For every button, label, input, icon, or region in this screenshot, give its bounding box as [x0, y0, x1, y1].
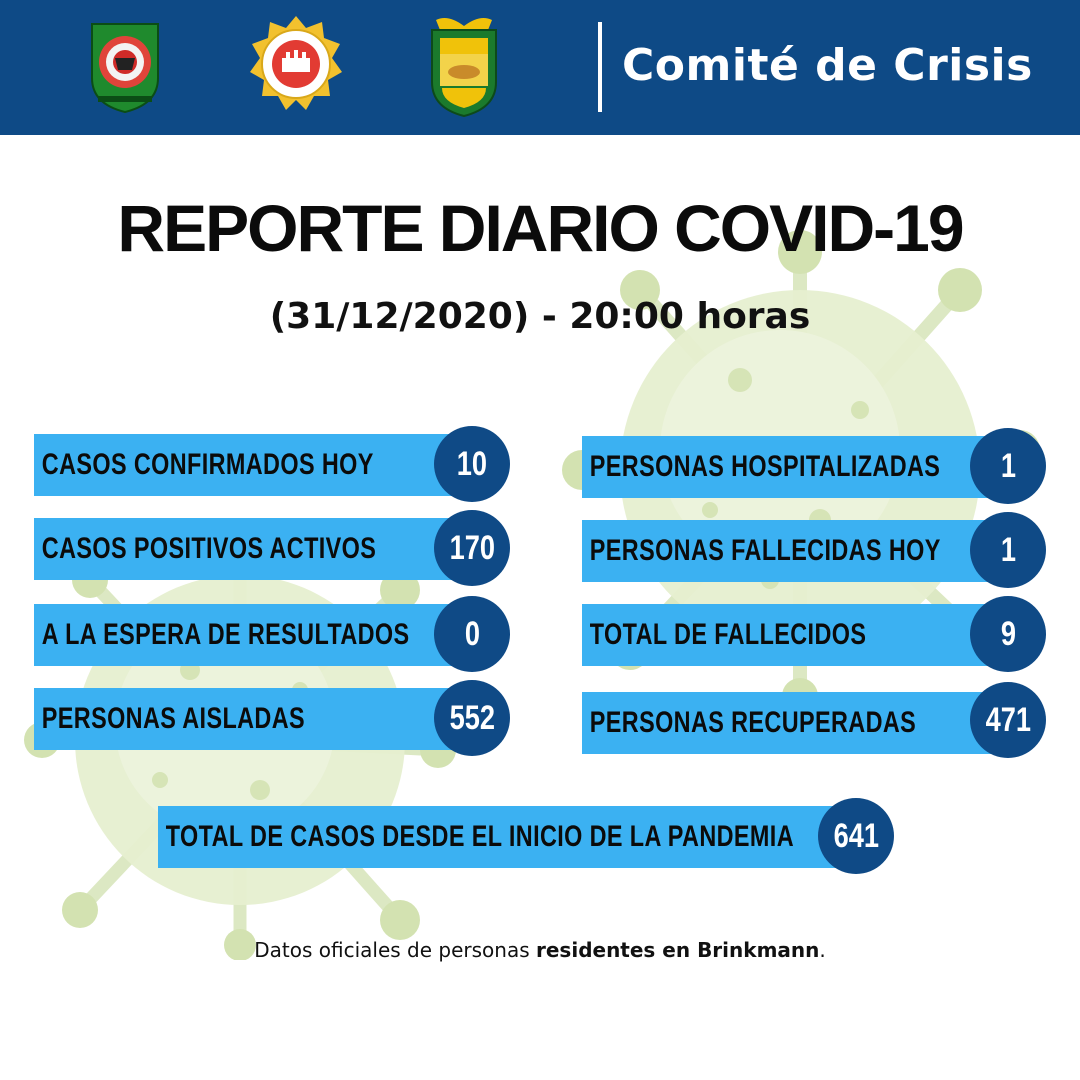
stat-bar	[582, 436, 1002, 498]
stat-value-badge	[970, 682, 1046, 758]
stat-value: 1	[1000, 446, 1016, 485]
report-title: REPORTE DIARIO COVID-19	[117, 191, 963, 265]
stat-value: 471	[985, 700, 1031, 739]
stat-value: 9	[1000, 614, 1016, 653]
footnote	[0, 938, 1080, 962]
report-date: (31/12/2020) - 20:00 horas	[269, 296, 811, 337]
stat-bar	[34, 518, 474, 580]
stat-casos-confirmados-hoy	[34, 426, 512, 502]
stat-bar	[582, 520, 1002, 582]
stat-label: PERSONAS AISLADAS	[41, 702, 306, 735]
stat-bar	[34, 604, 474, 666]
municipal-coat-of-arms-icon	[428, 14, 500, 118]
header-divider	[598, 22, 602, 112]
stat-value-badge	[970, 596, 1046, 672]
stat-bar	[158, 806, 838, 868]
stat-value: 170	[449, 528, 495, 567]
stat-personas-hospitalizadas	[582, 428, 1046, 504]
stat-value-badge	[970, 512, 1046, 588]
stat-bar	[34, 688, 474, 750]
footnote-prefix: Datos oficiales de personas	[254, 938, 536, 962]
stat-personas-fallecidas-hoy	[582, 512, 1046, 588]
stat-value-badge	[434, 596, 510, 672]
stat-total-de-casos	[158, 798, 894, 874]
stat-label: TOTAL DE FALLECIDOS	[589, 618, 867, 651]
stat-value: 10	[456, 444, 488, 483]
bomberos-voluntarios-shield-icon	[88, 18, 162, 114]
stat-bar	[582, 604, 1002, 666]
stat-casos-positivos-activos	[34, 510, 512, 586]
policia-cordoba-badge-icon	[248, 14, 344, 114]
stat-label: CASOS CONFIRMADOS HOY	[41, 448, 374, 481]
stat-value: 641	[833, 816, 879, 855]
stat-value-badge	[434, 510, 510, 586]
stat-bar	[582, 692, 1002, 754]
stat-value-badge	[434, 426, 510, 502]
stat-label: A LA ESPERA DE RESULTADOS	[41, 618, 410, 651]
header-title: Comité de Crisis	[622, 40, 1033, 91]
stat-personas-aisladas	[34, 680, 512, 756]
stat-value: 0	[464, 614, 480, 653]
stat-value: 1	[1000, 530, 1016, 569]
stat-label: PERSONAS HOSPITALIZADAS	[589, 450, 941, 483]
footnote-suffix: .	[819, 938, 826, 962]
footnote-emphasis: residentes en Brinkmann	[536, 938, 820, 962]
stat-value-badge	[434, 680, 510, 756]
header-bar	[0, 0, 1080, 135]
stat-total-de-fallecidos	[582, 596, 1046, 672]
stat-value-badge	[970, 428, 1046, 504]
stat-label: PERSONAS RECUPERADAS	[589, 706, 917, 739]
stat-label: PERSONAS FALLECIDAS HOY	[589, 534, 941, 567]
stat-bar	[34, 434, 474, 496]
stat-value-badge	[818, 798, 894, 874]
stat-label: TOTAL DE CASOS DESDE EL INICIO DE LA PANDEMIA	[165, 820, 794, 853]
stat-value: 552	[449, 698, 495, 737]
stat-label: CASOS POSITIVOS ACTIVOS	[41, 532, 377, 565]
stat-a-la-espera-de-resultados	[34, 596, 512, 672]
stat-personas-recuperadas	[582, 682, 1046, 758]
